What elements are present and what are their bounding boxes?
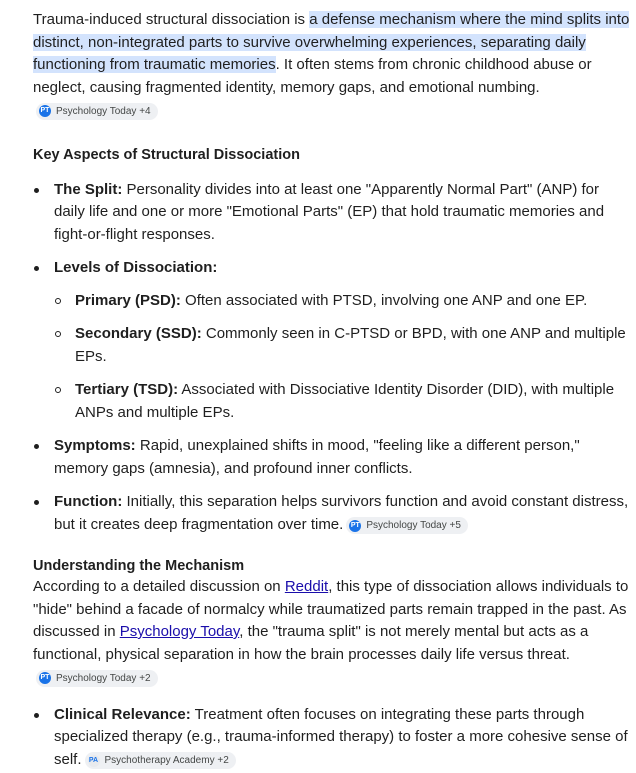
mechanism-paragraph xyxy=(33,576,633,689)
intro-lead: Trauma-induced structural dissociation is xyxy=(33,11,310,28)
list-item xyxy=(33,704,633,772)
clinical-list xyxy=(33,704,633,772)
item-term: Primary (PSD): xyxy=(75,291,181,309)
intro-paragraph xyxy=(33,9,633,122)
source-chip-label: Psychology Today +2 xyxy=(56,672,151,684)
psychology-today-icon: PT xyxy=(349,520,361,532)
section-heading: Key Aspects of Structural Dissociation xyxy=(33,146,300,163)
mechanism-text: , this type of dissociation allows individuals to "hide" behind a facade of normalcy while traumatized parts remain trapped in the past. As discussed in xyxy=(33,578,629,640)
intro-rest: . It often stems from chronic childhood abuse or neglect, causing fragmented identity, memory gaps, and emotional numbing. xyxy=(33,56,592,96)
section-heading: Understanding the Mechanism xyxy=(33,558,245,574)
psychotherapy-academy-icon: PA xyxy=(88,755,100,767)
item-term: Clinical Relevance: xyxy=(54,705,191,723)
item-text: Rapid, unexplained shifts in mood, "feeling like a different person," memory gaps (amnesia), and profound inner conflicts. xyxy=(54,437,580,477)
list-item xyxy=(33,435,633,480)
source-chip[interactable] xyxy=(346,517,468,534)
item-term: Tertiary (TSD): xyxy=(75,381,179,398)
psychology-today-link[interactable]: Psychology Today xyxy=(119,623,240,640)
mechanism-text: According to a detailed discussion on xyxy=(33,578,285,595)
list-item xyxy=(54,290,633,313)
item-term: Function: xyxy=(54,493,123,510)
psychology-today-icon: PT xyxy=(39,105,51,117)
source-chip-label: Psychology Today +5 xyxy=(366,520,461,531)
source-chip[interactable] xyxy=(85,752,236,769)
item-term: Levels of Dissociation: xyxy=(54,259,218,276)
intro-highlight: a defense mechanism where the mind splits into distinct, non-integrated parts to survive overwhelming experiences, separating daily functioning from traumatic memories xyxy=(33,11,630,73)
item-text: Personality divides into at least one "Apparently Normal Part" (ANP) for daily life and one or more "Emotional Parts" (EP) that hold traumatic memories and fight-or-flight responses. xyxy=(54,180,605,243)
item-text: Commonly seen in C-PTSD or BPD, with one ANP and multiple EPs. xyxy=(75,325,626,365)
aspects-list xyxy=(33,179,633,537)
item-text: Treatment often focuses on integrating these parts through specialized therapy (e.g., trauma-informed therapy) to foster a more cohesive sense of self. xyxy=(54,705,628,768)
item-term: Secondary (SSD): xyxy=(75,325,202,342)
item-text: Associated with Dissociative Identity Disorder (DID), with multiple ANPs and multiple EPs. xyxy=(75,381,615,421)
list-item xyxy=(54,323,633,368)
list-item xyxy=(33,179,633,247)
psychology-today-icon: PT xyxy=(39,672,51,684)
list-item xyxy=(54,379,633,424)
list-item xyxy=(33,491,633,536)
item-text: Initially, this separation helps survivors function and avoid constant distress, but it creates deep fragmentation over time. xyxy=(54,493,629,533)
source-chip-label: Psychology Today +4 xyxy=(56,105,151,117)
mechanism-text: , the "trauma split" is not merely mental but acts as a functional, physical separation in how the brain processes daily life versus threat. xyxy=(33,623,589,663)
source-chip-label: Psychotherapy Academy +2 xyxy=(104,755,229,766)
item-term: The Split: xyxy=(54,180,123,198)
source-chip[interactable] xyxy=(36,670,158,687)
reddit-link[interactable]: Reddit xyxy=(284,578,329,595)
item-text: Often associated with PTSD, involving one ANP and one EP. xyxy=(180,291,588,309)
source-chip[interactable] xyxy=(36,103,158,120)
item-term: Symptoms: xyxy=(54,437,136,454)
list-item xyxy=(33,257,633,424)
levels-list xyxy=(54,290,633,425)
